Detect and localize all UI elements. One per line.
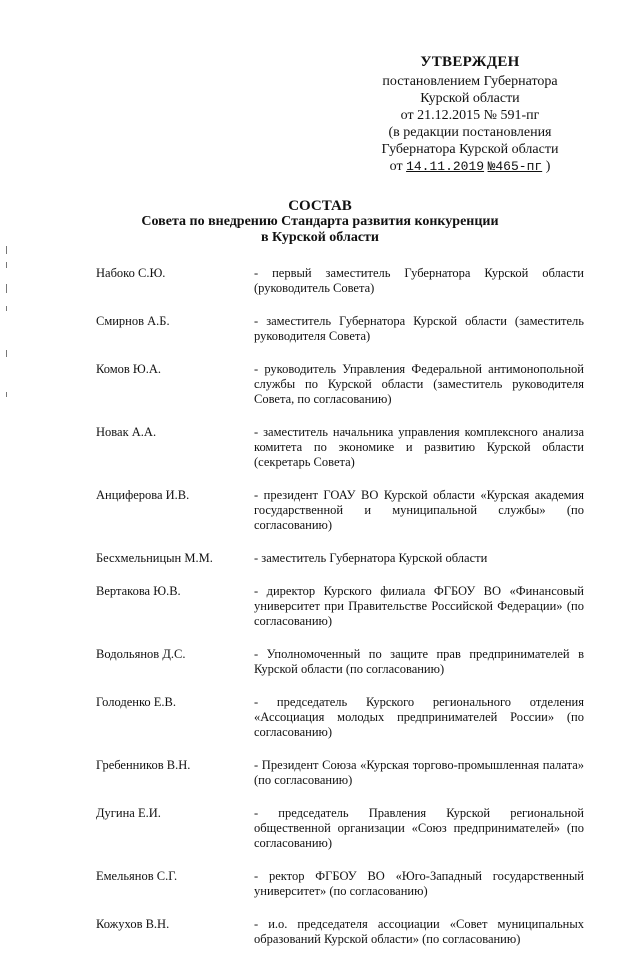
approval-line: от 21.12.2015 № 591-пг — [400, 108, 540, 123]
member-name: Емельянов С.Г. — [96, 869, 178, 883]
approval-line: Губернатора Курской области — [381, 142, 559, 157]
approval-heading: УТВЕРЖДЕН — [420, 54, 520, 70]
scan-edge-mark — [6, 306, 7, 311]
member-role: - председатель Правления Курской региональной общественной организации «Союз предпринимателей» (по согласованию) — [254, 806, 584, 850]
member-name: Вертакова Ю.В. — [96, 584, 181, 598]
member-row — [96, 869, 586, 899]
member-row — [96, 647, 586, 677]
approval-line: Курской области — [420, 91, 520, 106]
member-name: Бесхмельницын М.М. — [96, 551, 213, 565]
member-row — [96, 425, 586, 470]
member-name: Кожухов В.Н. — [96, 917, 170, 931]
scan-edge-mark — [6, 246, 7, 254]
member-row — [96, 917, 586, 947]
member-row — [96, 266, 586, 296]
member-name: Дугина Е.И. — [96, 806, 161, 820]
amendment-suffix: ) — [545, 159, 551, 174]
member-name: Гребенников В.Н. — [96, 758, 191, 772]
members-list — [96, 266, 586, 965]
member-row — [96, 314, 586, 344]
member-role: - Президент Союза «Курская торгово-промышленная палата» (по согласованию) — [254, 758, 584, 787]
approval-stamp — [360, 54, 580, 175]
member-row — [96, 551, 586, 566]
member-name: Водольянов Д.С. — [96, 647, 186, 661]
member-name: Новак А.А. — [96, 425, 157, 439]
member-role: - и.о. председателя ассоциации «Совет муниципальных образований Курской области» (по согласованию) — [254, 917, 584, 946]
member-name: Комов Ю.А. — [96, 362, 162, 376]
scan-edge-mark — [6, 392, 7, 397]
member-role: - Уполномоченный по защите прав предпринимателей в Курской области (по согласованию) — [254, 647, 584, 676]
member-role: - ректор ФГБОУ ВО «Юго-Западный государственный университет» (по согласованию) — [254, 869, 584, 898]
member-role: - руководитель Управления Федеральной антимонопольной службы по Курской области (заместитель руководителя Совета, по согласованию) — [254, 362, 584, 406]
amendment-line — [360, 158, 580, 175]
amendment-date: 14.11.2019 — [406, 159, 485, 174]
member-role: - председатель Курского регионального отделения «Ассоциация молодых предпринимателей России» (по согласованию) — [254, 695, 584, 739]
member-role: - заместитель Губернатора Курской области — [254, 551, 488, 565]
member-role: - первый заместитель Губернатора Курской области (руководитель Совета) — [254, 266, 584, 295]
approval-line: (в редакции постановления — [388, 125, 552, 140]
member-row — [96, 362, 586, 407]
member-row — [96, 488, 586, 533]
member-name: Голоденко Е.В. — [96, 695, 176, 709]
scan-edge-mark — [6, 262, 7, 268]
title-line-1: СОСТАВ — [288, 198, 352, 214]
title-line-3: в Курской области — [261, 230, 379, 245]
member-role: - президент ГОАУ ВО Курской области «Курская академия государственной и муниципальной службы» (по согласованию) — [254, 488, 584, 532]
member-name: Набоко С.Ю. — [96, 266, 166, 280]
member-row — [96, 806, 586, 851]
scan-edge-mark — [6, 284, 7, 293]
member-name: Анциферова И.В. — [96, 488, 190, 502]
member-name: Смирнов А.Б. — [96, 314, 170, 328]
member-row — [96, 758, 586, 788]
title-line-2: Совета по внедрению Стандарта развития конкуренции — [141, 214, 499, 229]
member-row — [96, 584, 586, 629]
scan-edge-mark — [6, 350, 7, 357]
amendment-prefix: от — [389, 159, 403, 174]
member-role: - директор Курского филиала ФГБОУ ВО «Финансовый университет при Правительстве Российской Федерации» (по согласованию) — [254, 584, 584, 628]
amendment-number: №465-пг — [487, 159, 543, 174]
member-row — [96, 695, 586, 740]
document-title — [120, 198, 520, 246]
approval-line: постановлением Губернатора — [382, 74, 558, 89]
member-role: - заместитель начальника управления комплексного анализа комитета по экономике и развитию Курской области (секретарь Совета) — [254, 425, 584, 469]
member-role: - заместитель Губернатора Курской области (заместитель руководителя Совета) — [254, 314, 584, 343]
